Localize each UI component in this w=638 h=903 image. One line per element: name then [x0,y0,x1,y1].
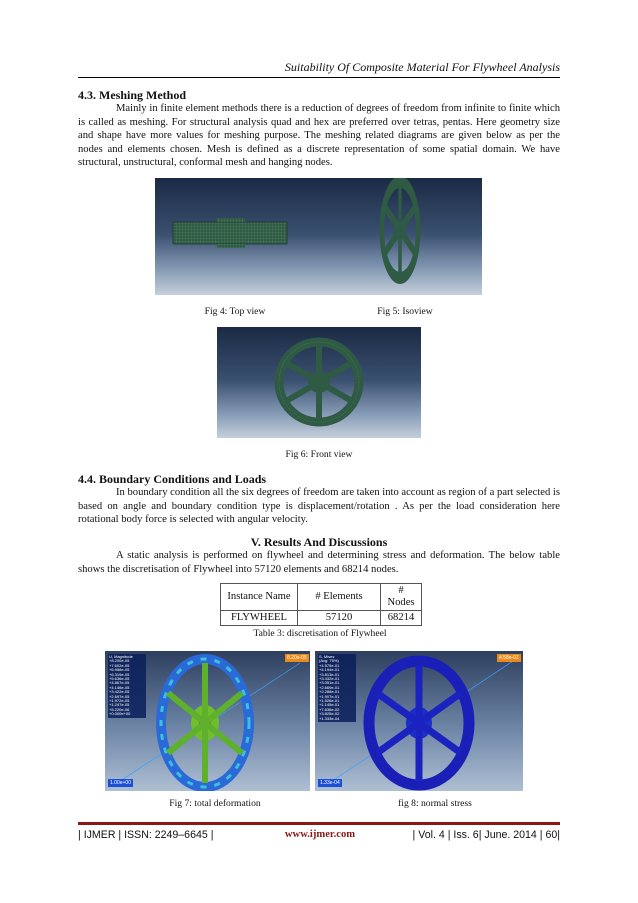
deformation-plot [105,651,310,791]
fig5-caption: Fig 5: Isoview [377,306,433,317]
legend-value: +2.288e-01 [319,689,340,695]
table-cell: 57120 [298,611,381,626]
stress-plot [315,651,523,791]
header-rule [78,77,560,78]
max-value-tag: 4.58e-01 [499,655,519,661]
legend-value: +3.813e-01 [319,671,340,677]
figure-front-view [217,327,421,438]
table3-caption: Table 3: discretisation of Flywheel [253,628,387,639]
legend-value: +4.194e-01 [319,667,340,673]
legend-value: +7.636e-02 [319,706,340,712]
mesh-render [155,178,482,295]
legend-value: +1.247e-05 [109,702,130,708]
running-header: Suitability Of Composite Material For Flywheel Analysis [284,60,560,74]
legend-value: +3.051e-01 [319,680,340,686]
legend-value: +4.867e-05 [109,680,130,686]
min-value-tag: 1.33e-04 [320,780,340,786]
legend-value: +4.575e-01 [319,662,340,668]
footer-website-link[interactable]: www.ijmer.com [284,829,356,840]
section-heading-4-4: 4.4. Boundary Conditions and Loads [78,472,267,486]
legend-value: +5.220e-06 [109,706,130,712]
footer-right: | Vol. 4 | Iss. 6| June. 2014 | 60| [412,829,560,841]
legend-value: +7.602e-05 [109,662,130,668]
table-header-cell: # Nodes [381,584,422,611]
max-value-tag: 8.20e-05 [287,655,307,661]
legend-value: +6.319e-05 [109,671,130,677]
legend-value: +1.907e-01 [319,693,340,699]
section-body-4-4: In boundary condition all the six degrees of freedom are taken into account as region of a part selected is based on angle and boundary condition type is displacement/rotation . As per the load consideration here rotational body force is selected with angular velocity. [78,487,560,526]
figure-top-iso-view [155,178,482,295]
legend-value: +0.000e+00 [109,711,131,717]
legend-title: S, Mises [319,654,335,659]
legend-value: +2.697e-05 [109,693,130,699]
fig4-caption: Fig 4: Top view [204,306,266,317]
legend-value: +1.526e-01 [319,698,340,704]
fig7-caption: Fig 7: total deformation [169,798,261,809]
legend-value: +3.432e-01 [319,676,340,682]
legend-value: +1.145e-01 [319,702,340,708]
front-view-render [217,327,421,438]
table-cell: 68214 [381,611,422,626]
legend-value: +1.972e-05 [109,698,130,704]
figure-normal-stress [315,651,523,791]
footer-rule [78,822,560,825]
section-heading-5: V. Results And Discussions [250,535,388,549]
table-discretisation [220,583,422,626]
discretisation-table [220,583,422,626]
footer-left: | IJMER | ISSN: 2249–6645 | [78,829,214,841]
table-cell: FLYWHEEL [221,611,298,626]
fig6-caption: Fig 6: Front view [285,449,353,460]
section-heading-4-3: 4.3. Meshing Method [78,88,186,102]
table-row [221,611,422,626]
legend-value: +3.825e-02 [319,711,340,717]
table-header-row [221,584,422,611]
section-body-5: A static analysis is performed on flywheel and determining stress and deformation. The below table shows the discretisation of Flywheel into 57120 elements and 68214 nodes. [78,550,560,575]
figure-total-deformation [105,651,310,791]
legend-title: U, Magnitude [109,654,133,659]
legend-value: +4.146e-05 [109,684,130,690]
section-body-4-3: Mainly in finite element methods there is a reduction of degrees of freedom from infinite to finite which is called as meshing. For structural analysis quad and hex are preferred over tetras, pentas. Here geometry size and shape have more values for meshing purpose. The meshing related diagrams are given below as per the nodes and elements chosen. Mesh is defined as a discrete representation of some spatial domain. We have structural, unstructural, conformal mesh and hanging nodes. [78,103,560,169]
table-header-cell: # Elements [298,584,381,611]
min-value-tag: 1.00e+00 [110,780,131,786]
legend-value: +5.636e-05 [109,676,130,682]
legend-value: +8.200e-05 [109,658,130,664]
legend-value: +6.958e-05 [109,667,130,673]
legend-subtitle: (Avg: 75%) [319,658,339,664]
table-header-cell: Instance Name [221,584,298,611]
legend-value: +2.669e-01 [319,684,340,690]
legend-value: +1.333e-04 [319,715,340,721]
legend-value: +3.422e-05 [109,689,130,695]
fig8-caption: fig 8: normal stress [398,798,472,809]
